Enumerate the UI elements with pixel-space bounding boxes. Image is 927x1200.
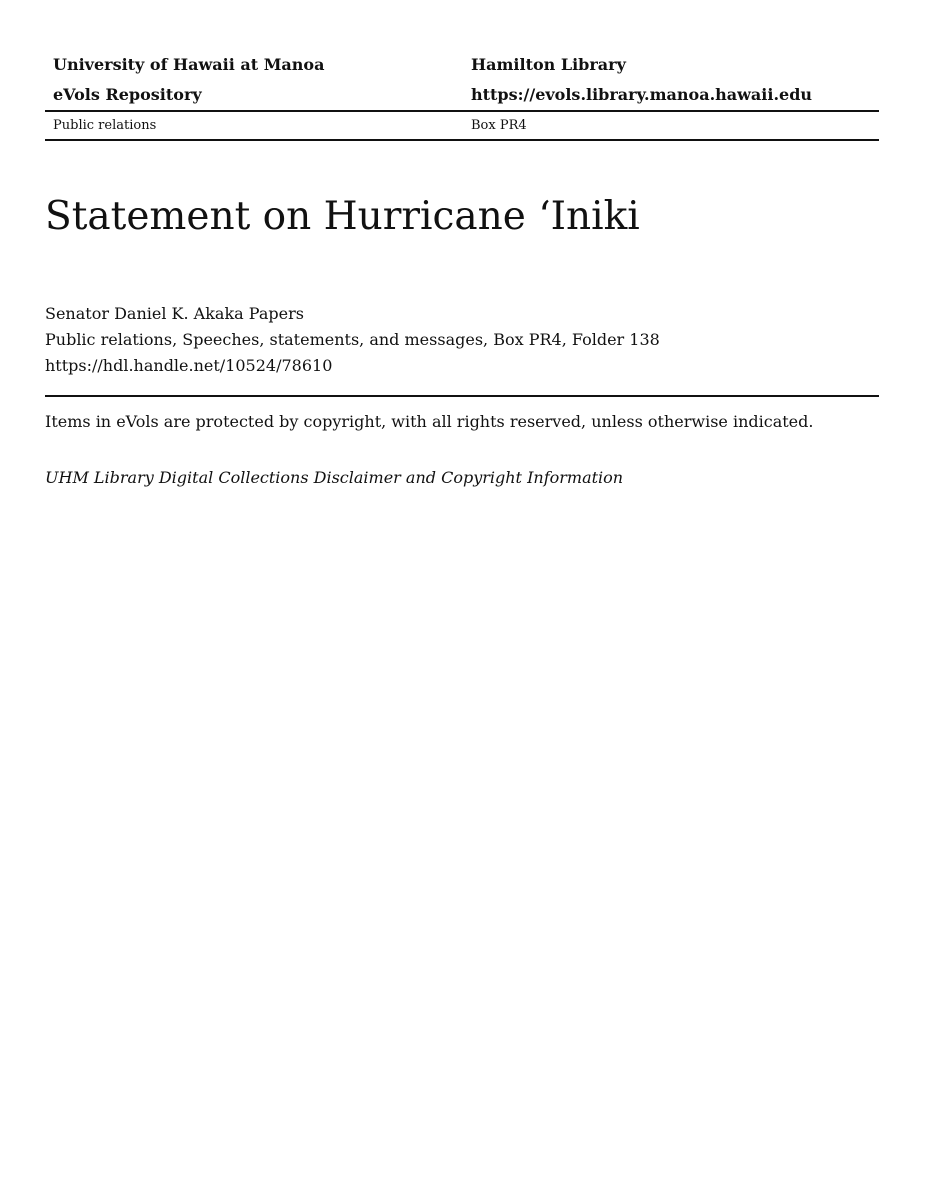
- folder-location: Public relations, Speeches, statements, and messages, Box PR4, Folder 138: [45, 330, 660, 349]
- header-table: [45, 50, 879, 141]
- section-divider: [45, 395, 879, 397]
- collection-name: Senator Daniel K. Akaka Papers: [45, 304, 304, 323]
- document-metadata: [45, 301, 660, 379]
- repository-url-link[interactable]: https://evols.library.manoa.hawaii.edu: [471, 85, 813, 104]
- handle-link[interactable]: https://hdl.handle.net/10524/78610: [45, 356, 333, 375]
- disclaimer-link[interactable]: UHM Library Digital Collections Disclaimer and Copyright Information: [45, 468, 624, 487]
- header-row-institution: [45, 50, 879, 80]
- institution-name: University of Hawaii at Manoa: [53, 55, 325, 74]
- header-row-repository: [45, 80, 879, 112]
- repository-name: eVols Repository: [53, 85, 202, 104]
- rights-statement: Items in eVols are protected by copyright, with all rights reserved, unless otherwise indicated.: [45, 412, 814, 431]
- box-label: Box PR4: [471, 118, 527, 133]
- header-row-series: [45, 112, 879, 141]
- document-title: Statement on Hurricane ‘Iniki: [45, 194, 640, 239]
- series-name: Public relations: [53, 118, 157, 133]
- library-name: Hamilton Library: [471, 55, 626, 74]
